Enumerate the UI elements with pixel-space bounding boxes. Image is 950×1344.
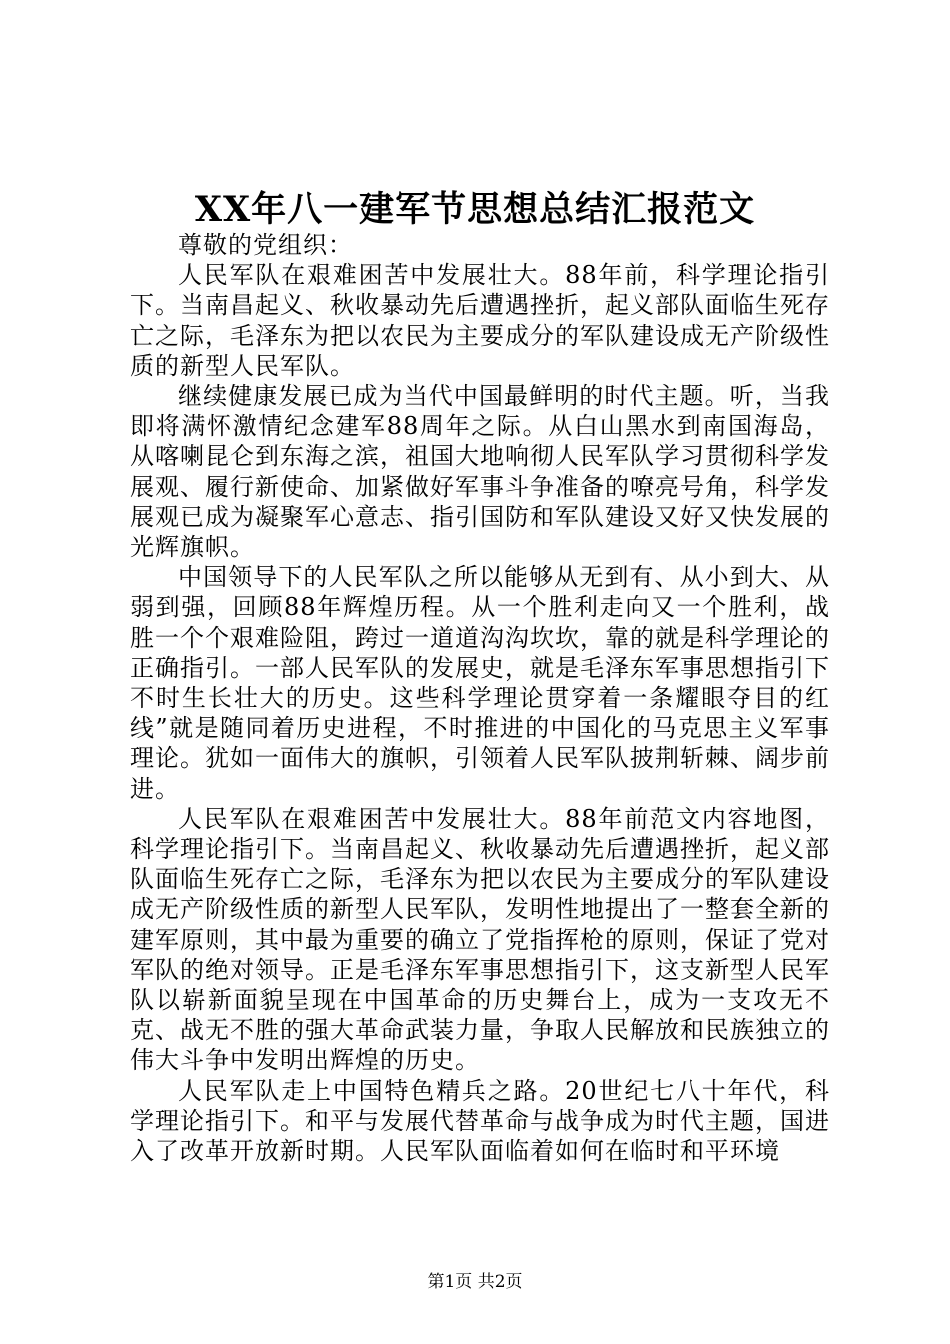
salutation: 尊敬的党组织： [178, 231, 353, 259]
paragraph: 人民军队在艰难困苦中发展壮大。88年前，科学理论指引下。当南昌起义、秋收暴动先后遭遇挫折，起义部队面临生死存亡之际，毛泽东为把以农民为主要成分的军队建设成无产阶级性质的新型人民军队。 [130, 261, 830, 380]
paragraph: 继续健康发展已成为当代中国最鲜明的时代主题。听，当我即将满怀激情纪念建军88周年之际。从白山黑水到南国海岛，从喀喇昆仑到东海之滨，祖国大地响彻人民军队学习贯彻科学发展观、履行新使命、加紧做好军事斗争准备的嘹亮号角，科学发展观已成为凝聚军心意志、指引国防和军队建设又好又快发展的光辉旗帜。 [130, 382, 830, 562]
document-title: XX年八一建军节思想总结汇报范文 [194, 189, 756, 230]
page-number-footer: 第1页 共2页 [427, 1272, 523, 1292]
paragraph: 人民军队在艰难困苦中发展壮大。88年前范文内容地图，科学理论指引下。当南昌起义、秋收暴动先后遭遇挫折，起义部队面临生死存亡之际，毛泽东为把以农民为主要成分的军队建设成无产阶级性质的新型人民军队，发明性地提出了一整套全新的建军原则，其中最为重要的确立了党指挥枪的原则，保证了党对军队的绝对领导。正是毛泽东军事思想指引下，这支新型人民军队以崭新面貌呈现在中国革命的历史舞台上，成为一支攻无不克、战无不胜的强大革命武装力量，争取人民解放和民族独立的伟大斗争中发明出辉煌的历史。 [130, 804, 830, 1075]
paragraph: 人民军队走上中国特色精兵之路。20世纪七八十年代，科学理论指引下。和平与发展代替革命与战争成为时代主题，国进入了改革开放新时期。人民军队面临着如何在临时和平环境 [130, 1076, 830, 1166]
paragraph: 中国领导下的人民军队之所以能够从无到有、从小到大、从弱到强，回顾88年辉煌历程。从一个胜利走向又一个胜利，战胜一个个艰难险阻，跨过一道道沟沟坎坎，靠的就是科学理论的正确指引。一部人民军队的发展史，就是毛泽东军事思想指引下不时生长壮大的历史。这些科学理论贯穿着一条耀眼夺目的红线”就是随同着历史进程，不时推进的中国化的马克思主义军事理论。犹如一面伟大的旗帜，引领着人民军队披荆斩棘、阔步前进。 [130, 563, 830, 803]
document-body [130, 230, 830, 1166]
